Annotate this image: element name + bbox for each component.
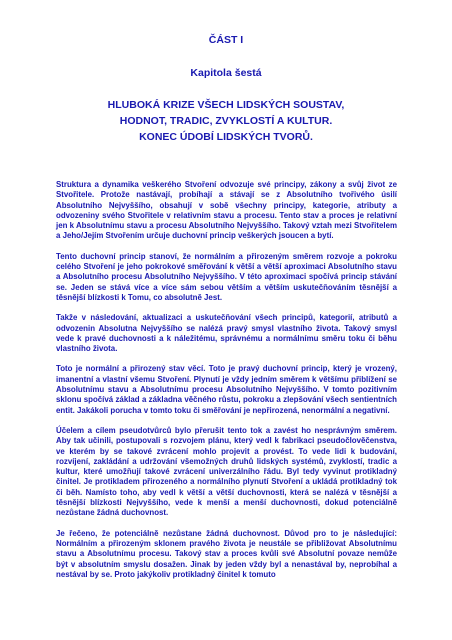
title-line: HODNOT, TRADIC, ZVYKLOSTÍ A KULTUR. <box>119 115 333 127</box>
part-heading: ČÁST I <box>208 34 244 46</box>
paragraph: Je řečeno, že potenciálně nezůstane žádná duchovnost. Důvod pro to je následující: Normálním a přirozeným sklonem pravého života je neustále se přibližovat Absolutnímu stavu a Absolutnímu procesu. Takový stav a proces kvůli své Absolutní povaze nemůže být v absolutním smyslu dosažen. Jinak by jeden vždy byl a nenastával by, neprobíhal a nestával by se. Proto jakýkoliv protikladný činitel k tomuto <box>56 528 397 579</box>
paragraph: Struktura a dynamika veškerého Stvoření odvozuje své principy, zákony a svůj život ze Stvořitele. Protože nastávají, probíhají a stávají se z Absolutního tvořivého úsilí Absolutního Nejvyššího, obsahují v sobě všechny principy, kategorie, atributy a odvozeniny svého Stvořitele v relativním stavu a procesu. Tento stav a proces je relativní jen k Absolutnímu stavu a procesu Absolutního Nejvyššího. Takový vztah mezi Stvořitelem a Jeho/Jejím Stvořením určuje duchovní princip veškerých jsoucen a bytí. <box>56 180 397 241</box>
paragraph: Takže v následování, aktualizaci a uskutečňování všech principů, kategorií, atributů a odvozenin Absolutna Nejvyššího se nalézá pravý smysl vlastního života. Takový smysl vede k pravé duchovnosti a k náležitému, správnému a normálnímu směru toku či běhu vlastního života. <box>56 313 397 354</box>
chapter-heading: Kapitola šestá <box>190 67 262 79</box>
title-line: HLUBOKÁ KRIZE VŠECH LIDSKÝCH SOUSTAV, <box>107 99 345 111</box>
chapter-title <box>60 97 392 145</box>
paragraph: Toto je normální a přirozený stav věcí. Toto je pravý duchovní princip, který je vrozený, imanentní a vlastní všemu Stvoření. Plynutí je vždy jedním směrem k většímu přiblížení se Absolutnímu stavu a Absolutnímu procesu Absolutního Nejvyššího. V tomto pozitivním sklonu spočívá základ a základna věčného růstu, pokroku a zlepšování všech sentientních entit. Jakákoli porucha v tomto toku či směřování je nepřirozená, nenormální a negativní. <box>56 364 397 415</box>
paragraph: Tento duchovní princip stanoví, že normálním a přirozeným směrem rozvoje a pokroku celého Stvoření je jeho pokrokové směřování k větší a větší aproximaci Absolutního stavu a Absolutního procesu Absolutního Nejvyššího. V této aproximaci spočívá princip stávání se. Jeden se stává více a více sám sebou větším a větším uskutečňováním těsnější a těsnější blízkosti k Tomu, co absolutně Jest. <box>56 251 397 302</box>
title-line: KONEC ÚDOBÍ LIDSKÝCH TVORŮ. <box>139 131 313 143</box>
body-text <box>56 180 397 580</box>
paragraph: Účelem a cílem pseudotvůrců bylo přerušit tento tok a zavést ho nesprávným směrem. Aby tak učinili, postupovali s rozvojem plánu, který vedl k fabrikaci pseudočlověčenstva, ve kterém by se takové zvrácení mohlo projevit a provést. To vede lidi k budování, rozvíjení, zakládání a udržování všemožných druhů lidských systémů, zvyklostí, tradic a kultur, které umožňují takové zvrácení univerzálního řádu. Byl tedy vyvinut protikladný činitel. Je protikladem přirozeného a normálního plynutí Stvoření a ukládá protikladný tok či běh. Namísto toho, aby vedl k větší a větší duchovnosti, která se nalézá v těsnější a těsnější blízkosti Nejvyššího, vede k menší a menší duchovnosti, dokud potenciálně nezůstane žádná duchovnost. <box>56 425 397 518</box>
